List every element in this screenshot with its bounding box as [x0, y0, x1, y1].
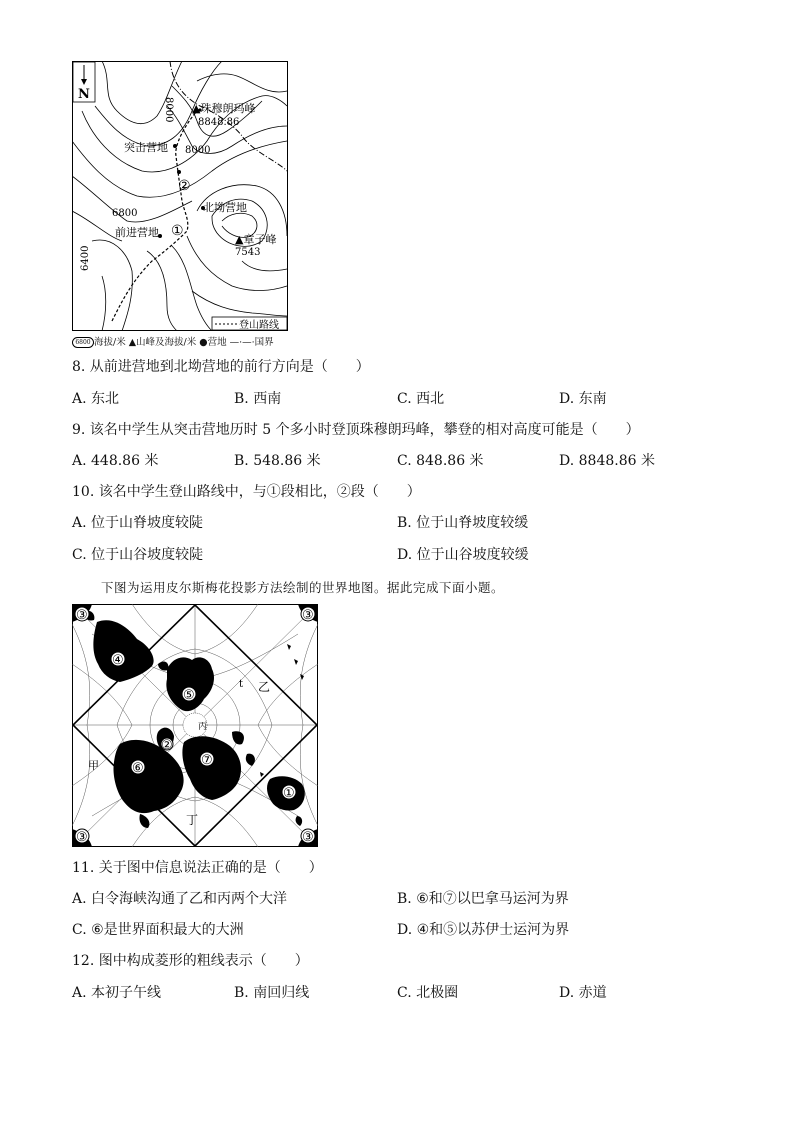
q12-option-c[interactable]: C. 北极圈	[397, 985, 459, 1001]
q8-option-d[interactable]: D. 东南	[559, 391, 607, 407]
q10-option-a[interactable]: A. 位于山脊坡度较陡	[72, 515, 204, 531]
question-10-stem: 10. 该名中学生登山路线中，与①段相比，②段（ ）	[72, 484, 421, 500]
world-map-quincuncial	[72, 604, 318, 847]
q12-option-d[interactable]: D. 赤道	[559, 985, 607, 1001]
label-7: ⑦	[201, 753, 213, 768]
ocean-label-yi: 乙	[258, 680, 271, 694]
question-11-stem: 11. 关于图中信息说法正确的是（ ）	[72, 860, 323, 876]
everest-contour-map	[72, 61, 288, 331]
question-12-stem: 12. 图中构成菱形的粗线表示（ ）	[72, 953, 309, 969]
ocean-label-bing: 丙	[198, 722, 208, 732]
q11-option-c[interactable]: C. ⑥是世界面积最大的大洲	[72, 922, 244, 938]
contour-map-svg	[72, 61, 288, 331]
label-2: ②	[161, 738, 173, 753]
contour-6400: 6400	[80, 245, 91, 271]
segment-1-marker: ①	[171, 223, 184, 239]
q9-option-a[interactable]: A. 448.86 米	[72, 453, 159, 469]
q10-option-d[interactable]: D. 位于山谷坡度较缓	[397, 547, 529, 563]
label-3-br: ③	[302, 830, 314, 845]
q9-option-c[interactable]: C. 848.86 米	[397, 453, 484, 469]
zhangzi-altitude: 7543	[235, 247, 261, 258]
q12-option-a[interactable]: A. 本初子午线	[72, 985, 162, 1001]
q9-option-d[interactable]: D. 8848.86 米	[559, 453, 655, 469]
contour-8000-b: 8000	[185, 145, 211, 156]
world-map-svg	[72, 604, 318, 847]
contour-6800: 6800	[112, 208, 138, 219]
label-6: ⑥	[132, 761, 144, 776]
route-legend-label: 登山路线	[239, 320, 279, 331]
ocean-label-ding: 丁	[186, 813, 199, 827]
label-5: ⑤	[183, 688, 195, 703]
assault-camp-marker	[173, 144, 177, 148]
zhangzi-peak-label: ▲章子峰	[235, 233, 277, 246]
question-9-stem: 9. 该名中学生从突击营地历时 5 个多小时登顶珠穆朗玛峰，攀登的相对高度可能是（ ）	[72, 422, 640, 438]
peak-label: ▲珠穆朗玛峰	[192, 102, 256, 115]
north-col-label: 北坳营地	[203, 201, 247, 214]
q8-option-c[interactable]: C. 西北	[397, 391, 445, 407]
q8-option-b[interactable]: B. 西南	[234, 391, 282, 407]
q11-option-b[interactable]: B. ⑥和⑦以巴拿马运河为界	[397, 891, 569, 907]
assault-camp-label: 突击营地	[124, 141, 168, 154]
ocean-label-jia: 甲	[88, 759, 99, 772]
contour-legend-icon: 6800	[72, 337, 94, 348]
advance-camp-label: 前进营地	[115, 226, 159, 239]
label-3-bl: ③	[76, 830, 88, 845]
section-intro: 下图为运用皮尔斯梅花投影方法绘制的世界地图。据此完成下面小题。	[101, 580, 505, 595]
contour-legend-label: 海拔/米	[94, 337, 126, 348]
q8-option-a[interactable]: A. 东北	[72, 391, 120, 407]
peak-legend-label: ▲山峰及海拔/米	[128, 337, 197, 348]
map-mark-t: t	[239, 679, 244, 690]
question-8-stem: 8. 从前进营地到北坳营地的前行方向是（ ）	[72, 359, 370, 375]
label-3-tr: ③	[302, 608, 314, 623]
border-legend-label: —·—·国界	[229, 337, 274, 348]
label-4: ④	[112, 653, 124, 668]
north-label: N	[78, 87, 90, 102]
map1-legend	[72, 334, 302, 348]
label-3-tl: ③	[76, 608, 88, 623]
q10-option-c[interactable]: C. 位于山谷坡度较陡	[72, 547, 204, 563]
contour-8000-a: 8000	[163, 97, 174, 123]
camp-legend-label: ●营地	[199, 337, 227, 348]
q10-option-b[interactable]: B. 位于山脊坡度较缓	[397, 515, 529, 531]
q9-option-b[interactable]: B. 548.86 米	[234, 453, 321, 469]
label-1: ①	[283, 786, 295, 801]
segment-2-marker: ②	[178, 178, 191, 194]
q12-option-b[interactable]: B. 南回归线	[234, 985, 310, 1001]
peak-altitude: 8848.86	[198, 117, 240, 128]
q11-option-d[interactable]: D. ④和⑤以苏伊士运河为界	[397, 922, 570, 938]
q11-option-a[interactable]: A. 白令海峡沟通了乙和丙两个大洋	[72, 891, 288, 907]
